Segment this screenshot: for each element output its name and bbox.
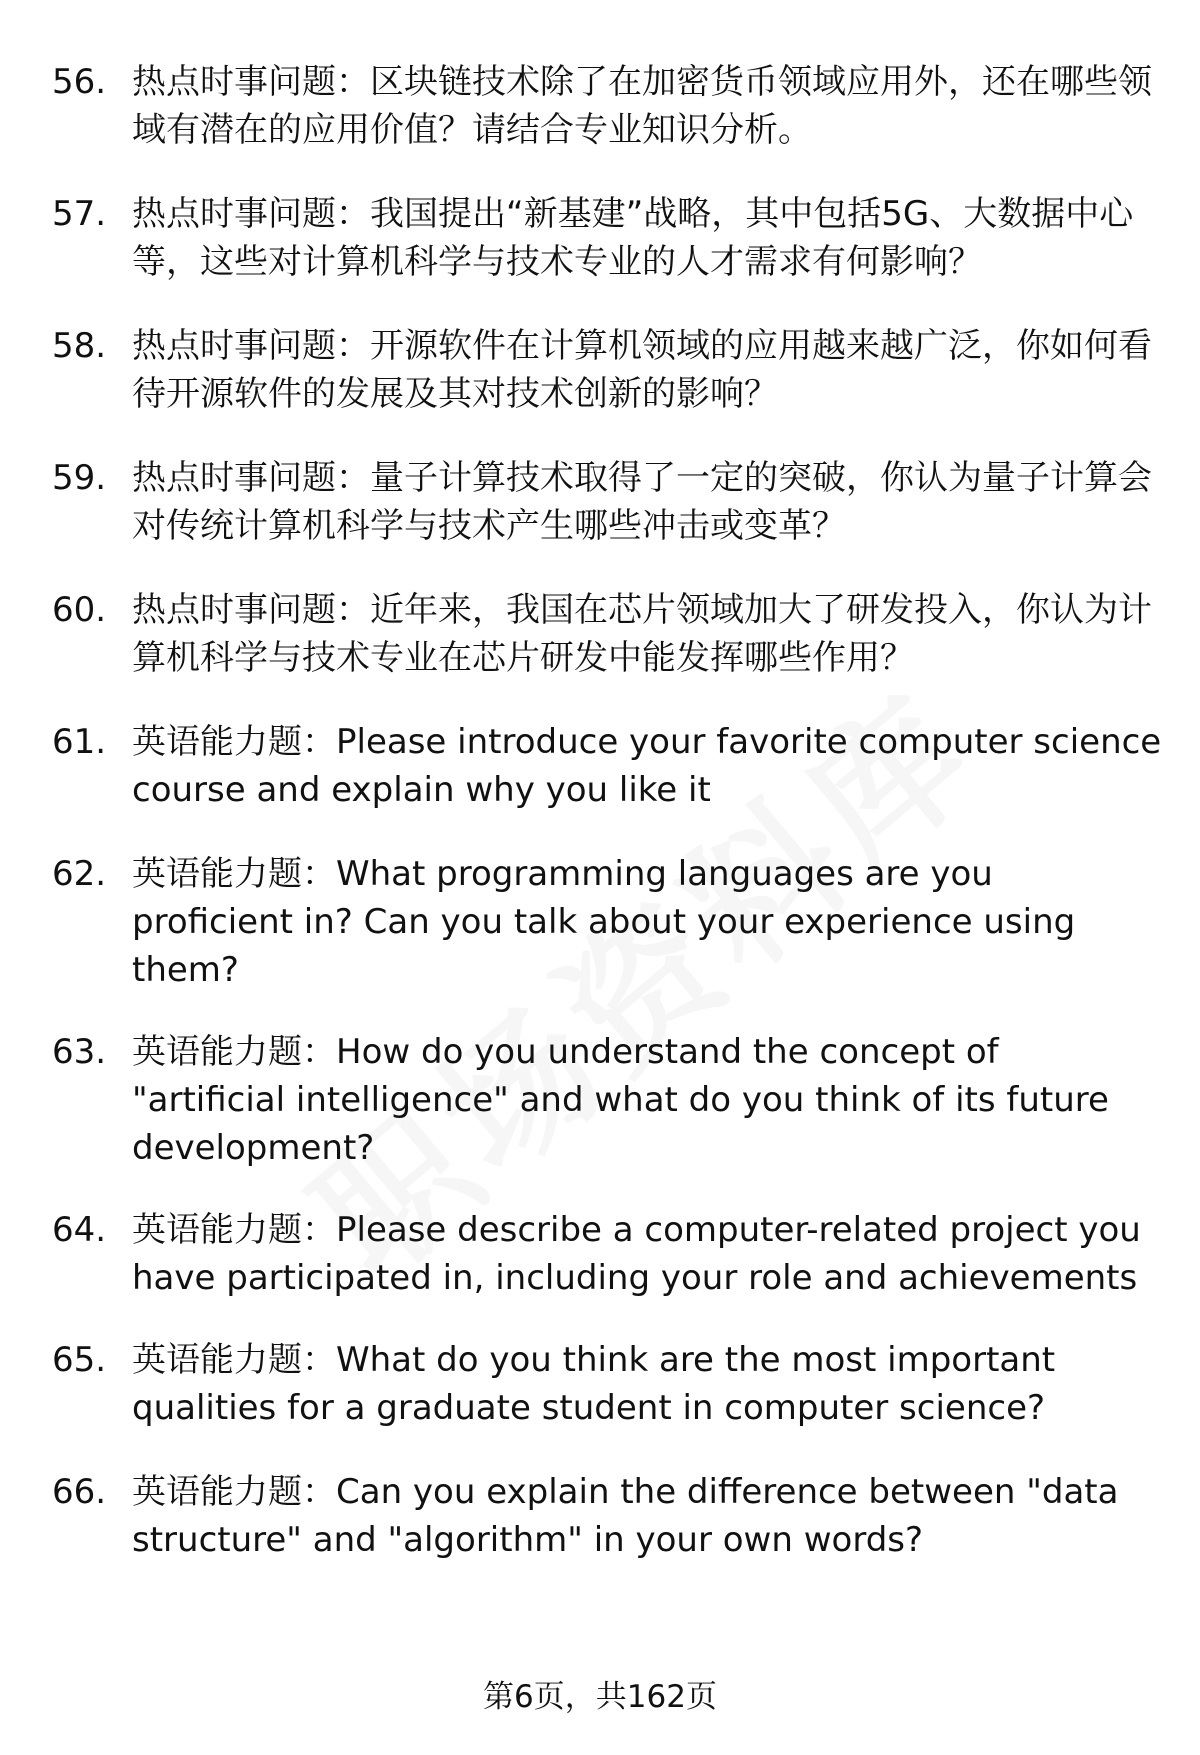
page-footer: 第6页，共162页 [483, 1679, 717, 1715]
question-item-64 [52, 1206, 1162, 1302]
question-text: 热点时事问题：近年来，我国在芯片领域加大了研发投入，你认为计算机科学与技术专业在芯片研发中能发挥哪些作用？ [132, 590, 1152, 678]
question-number: 66. [52, 1472, 107, 1512]
question-item-62 [52, 850, 1162, 994]
question-item-66 [52, 1468, 1162, 1564]
question-item-58 [52, 322, 1162, 418]
question-text: 英语能力题：How do you understand the concept of "artificial intelligence" and what do you think of its future development? [132, 1032, 1109, 1168]
question-item-63 [52, 1028, 1162, 1172]
question-item-60 [52, 586, 1162, 682]
question-number: 63. [52, 1032, 107, 1072]
question-text: 英语能力题：What do you think are the most important qualities for a graduate student in computer science? [132, 1340, 1056, 1428]
question-item-61 [52, 718, 1162, 814]
question-text: 热点时事问题：量子计算技术取得了一定的突破，你认为量子计算会对传统计算机科学与技术产生哪些冲击或变革？ [132, 458, 1152, 546]
question-number: 59. [52, 458, 107, 498]
question-number: 58. [52, 326, 107, 366]
question-text: 英语能力题：Please introduce your favorite computer science course and explain why you like it [132, 722, 1162, 810]
question-text: 英语能力题：Can you explain the difference between "data structure" and "algorithm" in your own words? [132, 1472, 1119, 1560]
question-text: 热点时事问题：区块链技术除了在加密货币领域应用外，还在哪些领域有潜在的应用价值？请结合专业知识分析。 [132, 62, 1152, 150]
question-number: 60. [52, 590, 107, 630]
question-item-59 [52, 454, 1162, 550]
question-text: 热点时事问题：我国提出“新基建”战略，其中包括5G、大数据中心等，这些对计算机科学与技术专业的人才需求有何影响？ [132, 194, 1134, 282]
question-text: 英语能力题：Please describe a computer-related project you have participated in, including your role and achievements [132, 1210, 1141, 1298]
question-text: 热点时事问题：开源软件在计算机领域的应用越来越广泛，你如何看待开源软件的发展及其对技术创新的影响？ [132, 326, 1152, 414]
question-item-56 [52, 58, 1162, 154]
question-number: 65. [52, 1340, 107, 1380]
question-number: 64. [52, 1210, 107, 1250]
question-item-57 [52, 190, 1162, 286]
question-number: 62. [52, 854, 107, 894]
question-number: 57. [52, 194, 107, 234]
question-list [52, 58, 1162, 1600]
question-item-65 [52, 1336, 1162, 1432]
question-text: 英语能力题：What programming languages are you proficient in? Can you talk about your experience using them? [132, 854, 1076, 990]
question-number: 61. [52, 722, 107, 762]
question-number: 56. [52, 62, 107, 102]
